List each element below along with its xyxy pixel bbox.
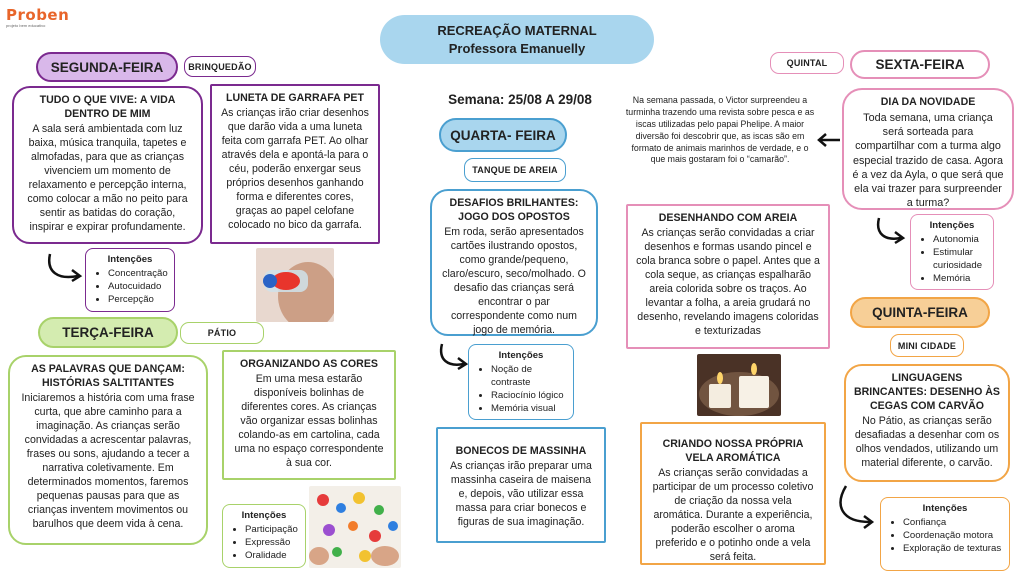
page-title — [380, 15, 654, 64]
card-text: As crianças serão convidadas a participar de um processo coletivo de criação da nossa vela aromática. Durante a experiência, poderão escolher o aroma preferido e o potinho onde a vela será feita. — [652, 466, 814, 563]
card-text: As crianças irão criar desenhos que darão vida a uma luneta feita com garrafa PET. Ao olhar através dela e apontá-la para o céu, poderão enxergar seus próprios desenhos ganhando forma e diferentes cores, graças ao papel celofane colocado no bico da garrafa. — [221, 106, 369, 231]
intention-item: • Autocuidado — [108, 281, 168, 294]
card-tuesday-palavras — [8, 355, 208, 545]
curved-arrow-icon — [873, 216, 907, 246]
intentions-list — [229, 524, 299, 563]
intentions-tuesday — [222, 504, 306, 568]
curved-arrow-icon — [44, 250, 84, 284]
card-title: LINGUAGENS BRINCANTES: DESENHO ÀS CEGAS COM CARVÃO — [854, 372, 1000, 412]
intention-item: • Estimular curiosidade — [933, 247, 987, 273]
card-wednesday-opostos — [430, 189, 598, 336]
intentions-list — [475, 364, 567, 416]
intention-item: • Oralidade — [245, 550, 299, 563]
intention-item: • Percepção — [108, 294, 168, 307]
intention-item: • Coordenação motora — [903, 530, 1003, 543]
card-title: DESAFIOS BRILHANTES: JOGO DOS OPOSTOS — [449, 197, 579, 223]
intention-item: • Raciocínio lógico — [491, 390, 567, 403]
card-title: ORGANIZANDO AS CORES — [240, 358, 378, 370]
card-title: CRIANDO NOSSA PRÓPRIA VELA AROMÁTICA — [662, 438, 804, 464]
curved-arrow-icon — [436, 342, 470, 372]
card-wednesday-massinha — [436, 427, 606, 543]
intentions-list — [92, 268, 168, 307]
card-thursday-vela — [640, 422, 826, 565]
intentions-list — [917, 234, 987, 286]
tag-friday: QUINTAL — [770, 52, 844, 74]
photo-luneta — [256, 248, 334, 322]
intentions-monday — [85, 248, 175, 312]
intention-item: • Exploração de texturas — [903, 543, 1003, 556]
photo-cores — [309, 486, 401, 568]
week-label: Semana: 25/08 A 29/08 — [448, 92, 592, 107]
intention-item: • Memória — [933, 273, 987, 286]
intentions-title: Intenções — [498, 350, 544, 361]
intentions-title: Intenções — [922, 503, 968, 514]
title-line-2: Professora Emanuelly — [448, 40, 586, 56]
intention-item: • Concentração — [108, 268, 168, 281]
tag-wednesday: TANQUE DE AREIA — [464, 158, 566, 182]
day-wednesday: QUARTA- FEIRA — [439, 118, 567, 152]
card-text: As crianças serão convidadas a criar desenhos e formas usando pincel e cola branca sobre o papel. Antes que a cola seque, as crianças espalharão areia colorida sobre os traços. Ao levantar a folha, a areia grudará no desenho, revelando imagens coloridas e texturizadas — [636, 226, 820, 337]
card-thursday-areia — [626, 204, 830, 349]
card-text: Iniciaremos a história com uma frase curta, que abre caminho para a imaginação. As crianças serão convidadas a acrescentar palavras, frases ou sons, ajudando a tecer a narrativa coletivamente. Em determinados momentos, faremos pequenas pausas para que as crianças inventem movimentos ou barulhos que deem vida à cena. — [21, 391, 195, 530]
card-text: A sala será ambientada com luz baixa, música tranquila, tapetes e almofadas, para que as crianças vivenciem um momento de relaxamento e percepção interna, como colocar a mão no peito para sentir as batidas do coração, inspirar e expirar profundamente. — [27, 122, 188, 233]
intentions-friday — [910, 214, 994, 290]
intention-item: • Memória visual — [491, 403, 567, 416]
card-monday-vida — [12, 86, 203, 244]
card-friday-novidade — [842, 88, 1014, 210]
card-title: LUNETA DE GARRAFA PET — [226, 92, 364, 104]
intentions-title: Intenções — [929, 220, 975, 231]
arrow-left-icon — [816, 133, 842, 147]
card-title: TUDO O QUE VIVE: A VIDA DENTRO DE MIM — [39, 94, 176, 120]
card-title: DIA DA NOVIDADE — [880, 96, 976, 108]
logo — [6, 6, 70, 30]
logo-text: Proben — [6, 6, 70, 24]
tag-tuesday: PÁTIO — [180, 322, 264, 344]
intention-item: • Expressão — [245, 537, 299, 550]
intention-item: • Participação — [245, 524, 299, 537]
logo-subtitle: projeto bem educativo — [6, 23, 46, 28]
intentions-list — [887, 517, 1003, 556]
card-text: Toda semana, uma criança será sorteada para compartilhar com a turma algo especial trazido de casa. Agora é a vez da Ayla, o que será que ela vai trazer para surpreender a turma? — [852, 111, 1004, 210]
card-tuesday-cores — [222, 350, 396, 480]
day-monday: SEGUNDA-FEIRA — [36, 52, 178, 82]
day-tuesday: TERÇA-FEIRA — [38, 317, 178, 348]
card-title: AS PALAVRAS QUE DANÇAM: HISTÓRIAS SALTITANTES — [31, 363, 185, 389]
intention-item: • Noção de contraste — [491, 364, 567, 390]
day-friday: SEXTA-FEIRA — [850, 50, 990, 79]
intention-item: • Autonomia — [933, 234, 987, 247]
card-title: BONECOS DE MASSINHA — [455, 445, 587, 457]
card-thursday-linguagens — [844, 364, 1010, 482]
day-thursday: QUINTA-FEIRA — [850, 297, 990, 328]
photo-velas — [697, 354, 781, 416]
friday-note: Na semana passada, o Victor surpreendeu a turminha trazendo uma revista sobre pesca e as iscas utilizadas pelo papai Phelipe. A maior diversão foi descobrir que, as iscas são em formato de animais marinhos de verdade, e o que mais gostaram foi o “camarão”. — [625, 95, 815, 165]
card-monday-luneta — [210, 84, 380, 244]
card-text: As crianças irão preparar uma massinha caseira de maisena e, depois, vão utilizar essa massa para criar bonecos e figuras de sua imaginação. — [450, 459, 592, 528]
tag-monday: BRINQUEDÃO — [184, 56, 256, 77]
card-text: Em roda, serão apresentados cartões ilustrando opostos, como grande/pequeno, claro/escuro, seco/molhado. O desafio das crianças será encontrar o par correspondente como num jogo de memória. — [442, 225, 586, 336]
intention-item: • Confiança — [903, 517, 1003, 530]
intentions-thursday — [880, 497, 1010, 571]
curved-arrow-icon — [832, 484, 876, 532]
title-line-1: RECREAÇÃO MATERNAL — [437, 22, 597, 38]
card-text: No Pátio, as crianças serão desafiadas a desenhar com os olhos vendados, utilizando um material diferente, o carvão. — [854, 414, 1000, 469]
intentions-title: Intenções — [107, 254, 153, 265]
intentions-wednesday — [468, 344, 574, 420]
tag-thursday: MINI CIDADE — [890, 334, 964, 357]
card-title: DESENHANDO COM AREIA — [658, 212, 798, 224]
intentions-title: Intenções — [241, 510, 287, 521]
card-text: Em uma mesa estarão disponíveis bolinhas de diferentes cores. As crianças vão organizar essas bolinhas colando-as em cartolina, cada uma no espaço correspondente à sua cor. — [234, 372, 384, 469]
